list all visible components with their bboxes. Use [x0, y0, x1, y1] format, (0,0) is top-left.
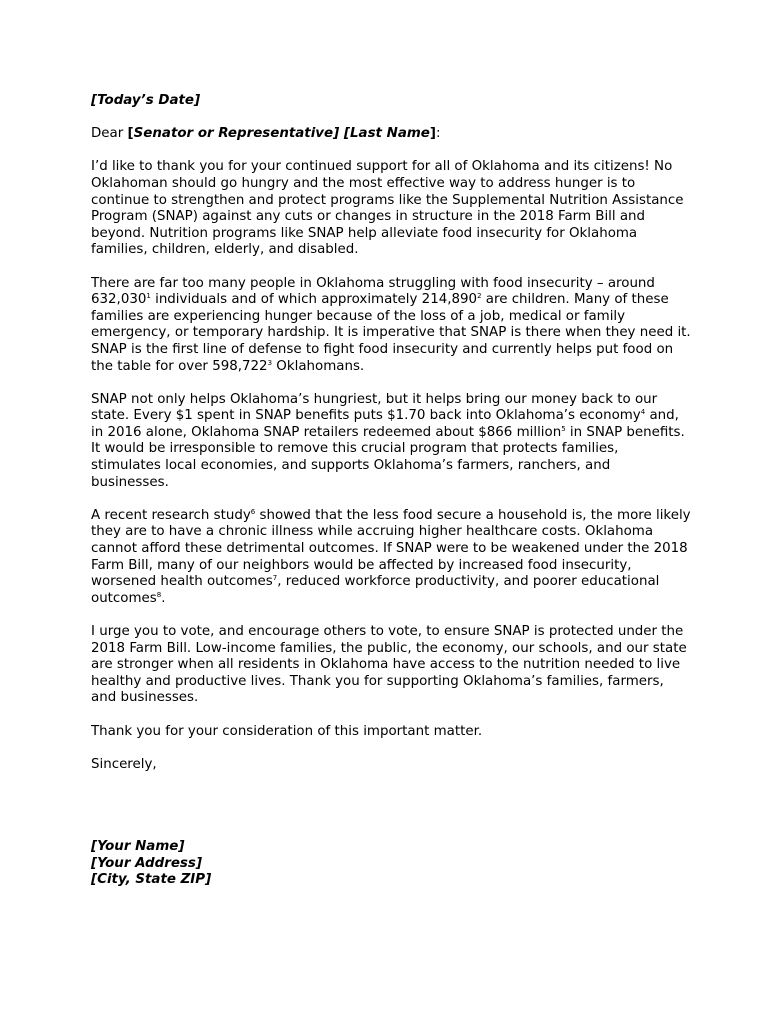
p2-text-3: are children. Many of these families are experiencing hunger because of the loss of a job, medical or family emergency, or temporary hardship. It is imperative that SNAP is there when they need it. SNAP is the first line of defense to fight food insecurity and currently helps put food on the table for over 598,722: [91, 292, 691, 374]
footnote-ref-2: 2: [477, 292, 482, 301]
p4-text-3: , reduced workforce productivity, and poorer educational outcomes: [91, 574, 660, 606]
salutation-prefix: Dear: [91, 126, 128, 142]
signature-block: [91, 839, 691, 889]
closing: Sincerely,: [91, 756, 157, 772]
footnote-ref-4: 4: [640, 408, 646, 417]
p2-text-1: There are far too many people in Oklahoma struggling with food insecurity – around 632,030: [91, 275, 655, 308]
p3-text-1: SNAP not only helps Oklahoma’s hungriest, but it helps bring our money back to our state. Every $1 spent in SNAP benefits puts $1.70 back into Oklahoma’s economy: [91, 391, 658, 424]
p3-text-3: in SNAP benefits. It would be irresponsible to remove this crucial program that protects families, stimulates local economies, and supports Oklahoma’s farmers, ranchers, and businesses.: [91, 424, 685, 490]
salutation: [91, 126, 691, 143]
signature-address: [Your Address]: [91, 855, 202, 871]
p3-text-2: and, in 2016 alone, Oklahoma SNAP retailers redeemed about $866 million: [91, 408, 679, 440]
p4-text-2: showed that the less food secure a household is, the more likely they are to have a chronic illness while accruing higher healthcare costs. Oklahoma cannot afford these detrimental outcomes. If SNAP were to be weakened under the 2018 Farm Bill, many of our neighbors would be affected by increased food insecurity, worsened health outcomes: [91, 507, 691, 590]
letter-body: [91, 93, 691, 889]
footnote-ref-8: 8: [156, 590, 162, 599]
paragraph-economy: [91, 392, 691, 492]
paragraph-call-to-action: I urge you to vote, and encourage others to vote, to ensure SNAP is protected under the 2018 Farm Bill. Low-income families, the public, the economy, our schools, and our state are stronger when all residents in Oklahoma have access to the nutrition needed to live healthy and productive lives. Thank you for supporting Oklahoma’s families, farmers, and businesses.: [91, 624, 687, 706]
signature-space: [91, 790, 691, 839]
footnote-ref-6: 6: [250, 507, 256, 516]
p4-text-4: .: [161, 590, 166, 606]
signature-city: [City, State ZIP]: [91, 872, 212, 888]
salutation-close-bracket: ]: [429, 126, 437, 142]
paragraph-closing-thanks: Thank you for your consideration of this important matter.: [91, 723, 483, 739]
footnote-ref-1: 1: [146, 292, 151, 301]
p2-text-4: Oklahomans.: [272, 358, 365, 374]
paragraph-health: [91, 508, 691, 608]
salutation-open-bracket: [: [127, 126, 134, 142]
salutation-recipient: Senator or Representative] [Last Name: [133, 126, 430, 142]
footnote-ref-3: 3: [267, 358, 273, 367]
salutation-suffix: :: [436, 126, 441, 142]
paragraph-thanks: I’d like to thank you for your continued support for all of Oklahoma and its citizens! No Oklahoman should go hungry and the most effective way to address hunger is to continue to strengthen and protect programs like the Supplemental Nutrition Assistance Program (SNAP) against any cuts or changes in structure in the 2018 Farm Bill and beyond. Nutrition programs like SNAP help alleviate food insecurity for Oklahoma families, children, elderly, and disabled.: [91, 159, 684, 258]
p4-text-1: A recent research study: [91, 507, 251, 523]
p2-text-2: individuals and of which approximately 214,890: [150, 292, 478, 308]
signature-name: [Your Name]: [91, 838, 185, 854]
footnote-ref-7: 7: [272, 574, 278, 583]
footnote-ref-5: 5: [561, 424, 566, 433]
letter-date: [Today’s Date]: [91, 93, 201, 108]
paragraph-food-insecurity: [91, 276, 691, 376]
